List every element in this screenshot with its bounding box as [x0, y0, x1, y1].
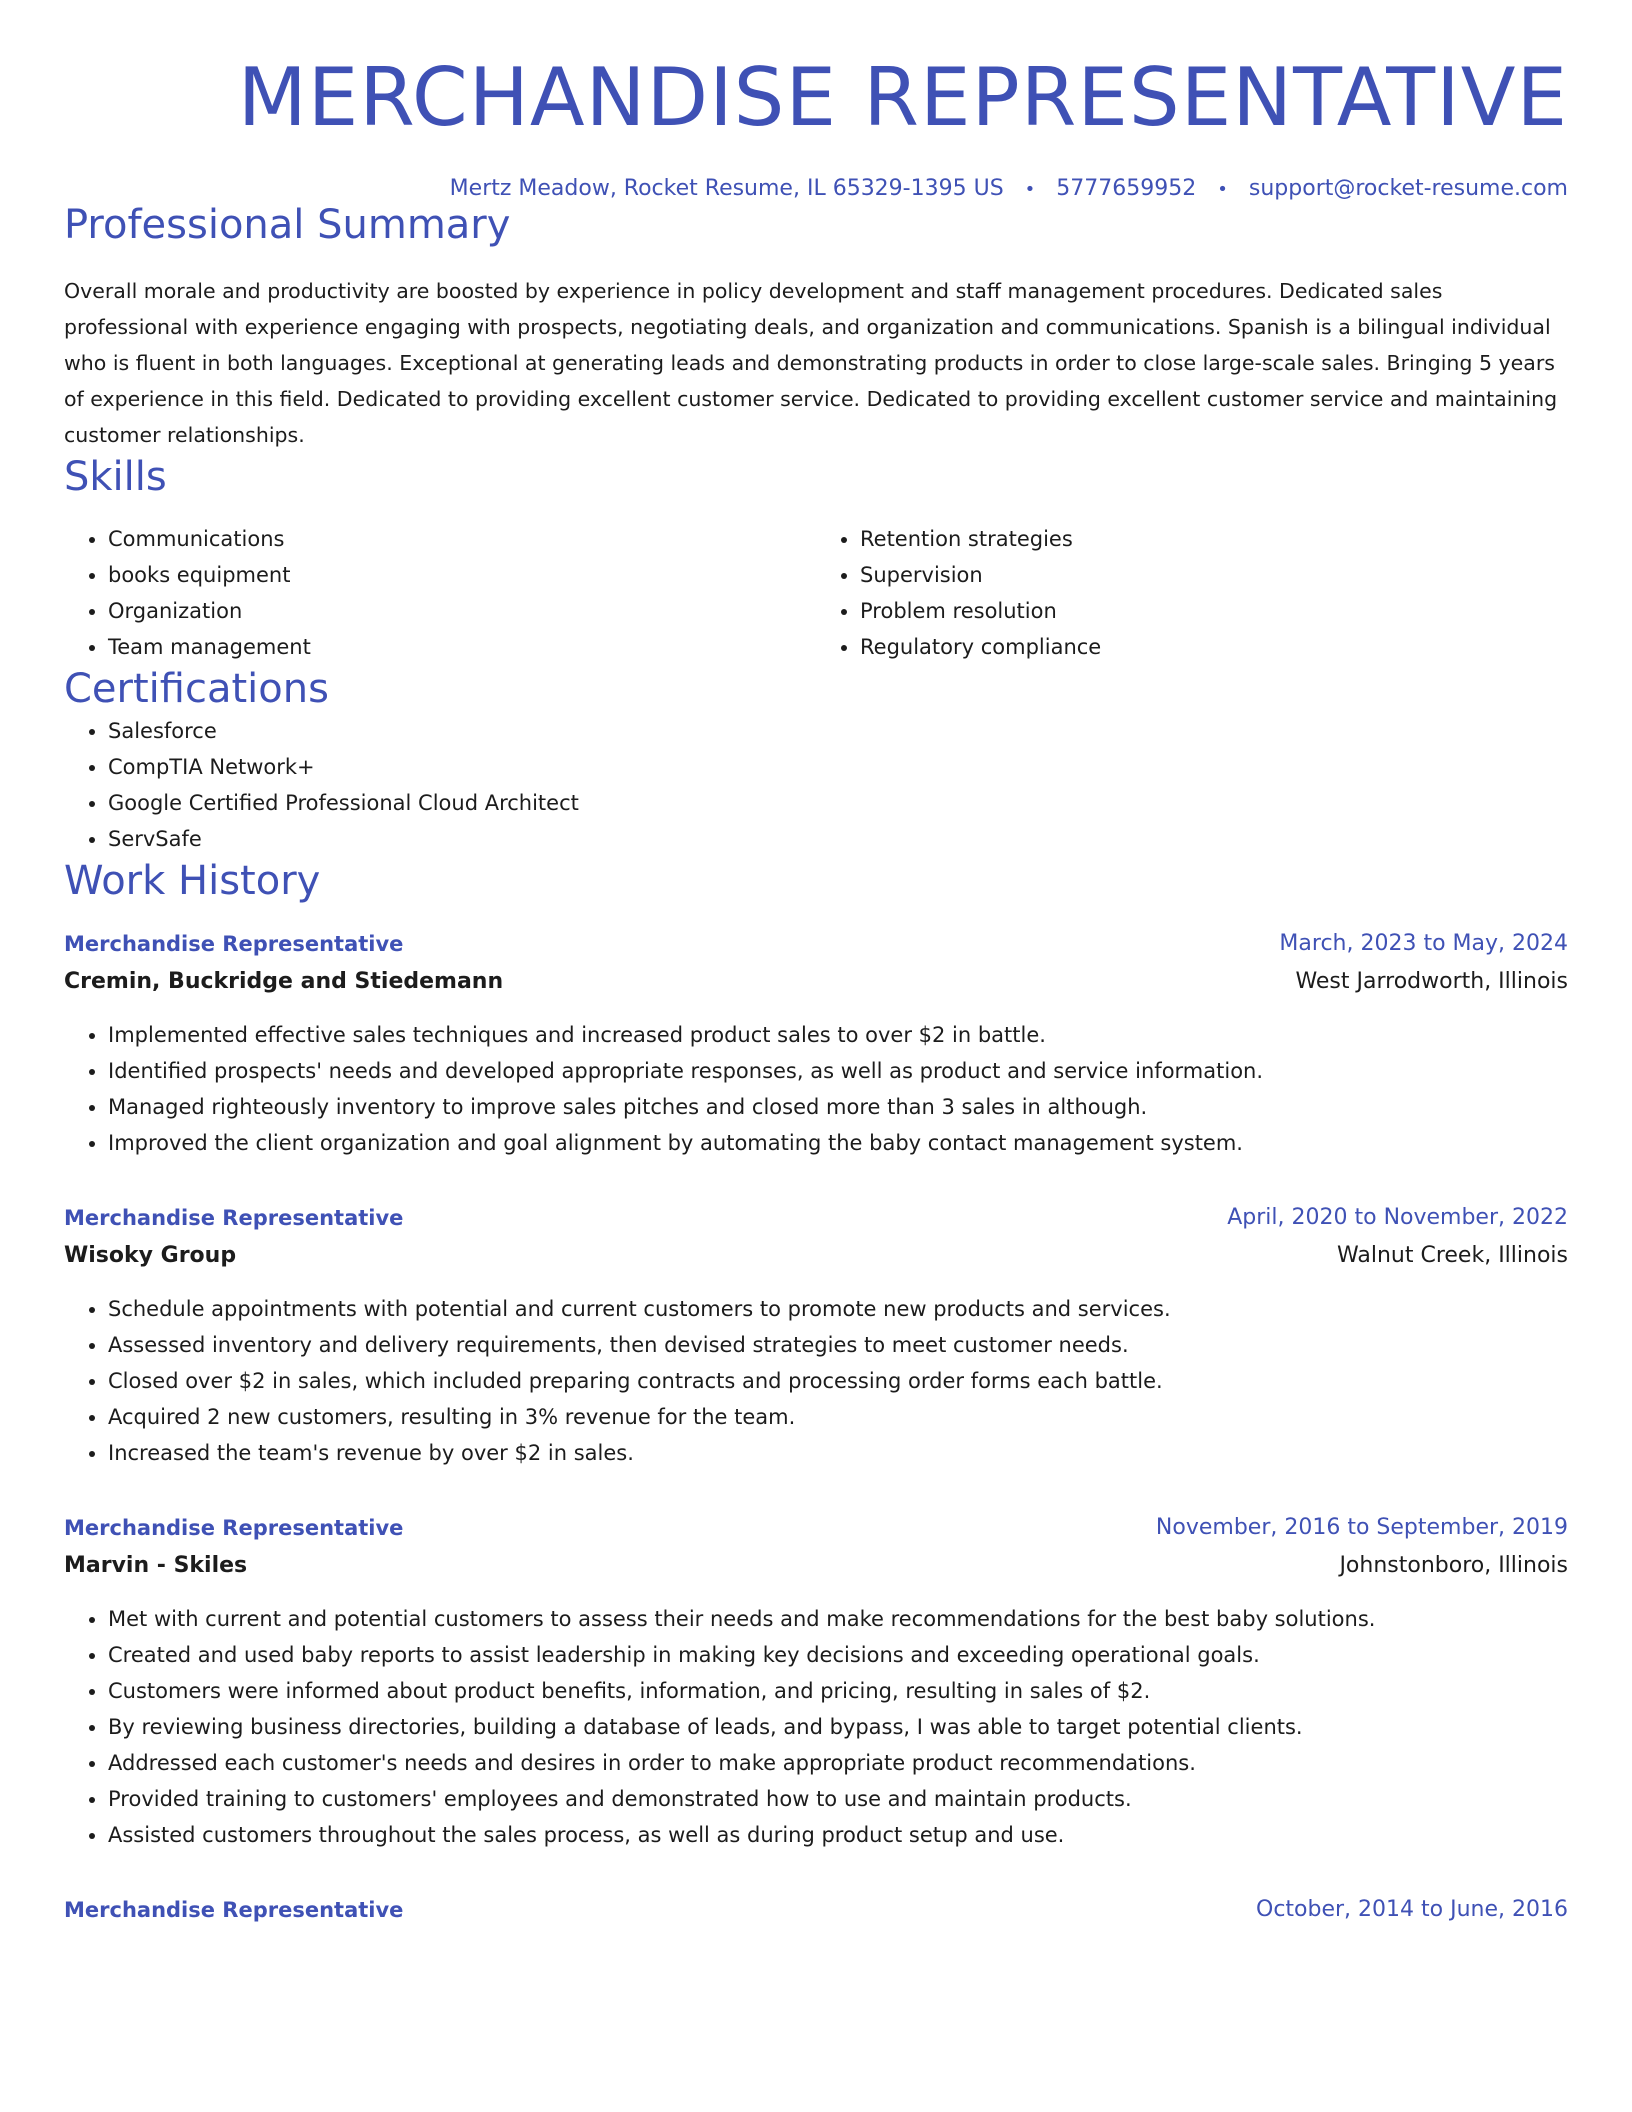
job-bullet: • Schedule appointments with potential and current customers to promote new products and services. [108, 1291, 1568, 1327]
skill-item: • Team management [108, 629, 816, 665]
contact-separator: • [1217, 179, 1228, 200]
job-location: Walnut Creek, Illinois [1337, 1243, 1568, 1268]
job-bullet: • Provided training to customers' employees and demonstrated how to use and maintain products. [108, 1781, 1568, 1817]
contact-phone: 5777659952 [1056, 176, 1197, 201]
job-header-row [64, 1891, 1568, 1929]
job-entry [64, 1199, 1568, 1471]
job-company-row [64, 963, 1568, 1001]
job-bullets [64, 1291, 1568, 1471]
skill-item: • Problem resolution [860, 593, 1568, 629]
skill-item: • books equipment [108, 557, 816, 593]
skill-item: • Organization [108, 593, 816, 629]
job-bullet: • Addressed each customer's needs and desires in order to make appropriate product recommendations. [108, 1745, 1568, 1781]
job-title: Merchandise Representative [64, 1898, 404, 1922]
certification-item: • CompTIA Network+ [108, 749, 1568, 785]
job-location: West Jarrodworth, Illinois [1295, 969, 1568, 994]
job-title: Merchandise Representative [64, 932, 404, 956]
job-bullet: • Created and used baby reports to assist leadership in making key decisions and exceeding operational goals. [108, 1637, 1568, 1673]
job-company: Cremin, Buckridge and Stiedemann [64, 969, 504, 994]
job-bullet: • Assisted customers throughout the sales process, as well as during product setup and use. [108, 1817, 1568, 1853]
skills-grid [64, 521, 1568, 665]
job-title: Merchandise Representative [64, 1516, 404, 1540]
skills-heading: Skills [64, 454, 167, 500]
job-bullet: • Improved the client organization and goal alignment by automating the baby contact management system. [108, 1125, 1568, 1161]
skills-list-right [816, 521, 1568, 665]
job-bullet: • Met with current and potential customers to assess their needs and make recommendations for the best baby solutions. [108, 1601, 1568, 1637]
summary-heading: Professional Summary [64, 202, 511, 248]
job-bullet: • Identified prospects' needs and developed appropriate responses, as well as product and service information. [108, 1053, 1568, 1089]
job-entry [64, 1509, 1568, 1853]
job-entry [64, 1891, 1568, 1929]
job-bullet: • Implemented effective sales techniques and increased product sales to over $2 in battle. [108, 1017, 1568, 1053]
job-bullet: • Customers were informed about product benefits, information, and pricing, resulting in sales of $2. [108, 1673, 1568, 1709]
job-dates: April, 2020 to November, 2022 [1227, 1205, 1568, 1230]
certification-item: • ServSafe [108, 821, 1568, 857]
skill-item: • Retention strategies [860, 521, 1568, 557]
job-company-row [64, 1237, 1568, 1275]
skills-list-left [64, 521, 816, 665]
job-dates: March, 2023 to May, 2024 [1279, 931, 1568, 956]
certification-item: • Salesforce [108, 713, 1568, 749]
job-bullet: • Increased the team's revenue by over $2 in sales. [108, 1435, 1568, 1471]
job-bullet: • By reviewing business directories, building a database of leads, and bypass, I was able to target potential clients. [108, 1709, 1568, 1745]
job-entry [64, 925, 1568, 1161]
skill-item: • Communications [108, 521, 816, 557]
resume-header [64, 0, 1568, 201]
candidate-name: MERCHANDISE REPRESENTATIVE [237, 51, 1568, 144]
summary-text: Overall morale and productivity are boosted by experience in policy development and staff management procedures. Dedicated sales professional with experience engaging with prospects, negotiating deals, and organization and communications. Spanish is a bilingual individual who is fluent in both languages. Exceptional at generating leads and demonstrating products in order to close large-scale sales. Bringing 5 years of experience in this field. Dedicated to providing excellent customer service. Dedicated to providing excellent customer service and maintaining customer relationships. [64, 279, 1558, 447]
contact-email: support@rocket-resume.com [1248, 176, 1568, 201]
job-dates: October, 2014 to June, 2016 [1256, 1897, 1568, 1922]
job-company: Marvin - Skiles [64, 1553, 248, 1578]
job-title: Merchandise Representative [64, 1206, 404, 1230]
job-header-row [64, 1199, 1568, 1237]
job-bullet: • Assessed inventory and delivery requirements, then devised strategies to meet customer needs. [108, 1327, 1568, 1363]
job-header-row [64, 925, 1568, 963]
job-company-row [64, 1547, 1568, 1585]
job-bullets [64, 1601, 1568, 1853]
certifications-list [64, 713, 1568, 857]
job-bullets [64, 1017, 1568, 1161]
job-bullet: • Managed righteously inventory to improve sales pitches and closed more than 3 sales in although. [108, 1089, 1568, 1125]
job-bullet: • Acquired 2 new customers, resulting in 3% revenue for the team. [108, 1399, 1568, 1435]
skill-item: • Regulatory compliance [860, 629, 1568, 665]
job-location: Johnstonboro, Illinois [1339, 1553, 1568, 1578]
contact-address: Mertz Meadow, Rocket Resume, IL 65329-1395 US [449, 176, 1004, 201]
work-history-heading: Work History [64, 858, 321, 904]
contact-line [64, 176, 1568, 201]
job-company: Wisoky Group [64, 1243, 237, 1268]
certification-item: • Google Certified Professional Cloud Architect [108, 785, 1568, 821]
job-dates: November, 2016 to September, 2019 [1155, 1515, 1568, 1540]
skill-item: • Supervision [860, 557, 1568, 593]
job-header-row [64, 1509, 1568, 1547]
contact-separator: • [1024, 179, 1036, 200]
certifications-heading: Certifications [64, 666, 329, 712]
job-bullet: • Closed over $2 in sales, which included preparing contracts and processing order forms each battle. [108, 1363, 1568, 1399]
